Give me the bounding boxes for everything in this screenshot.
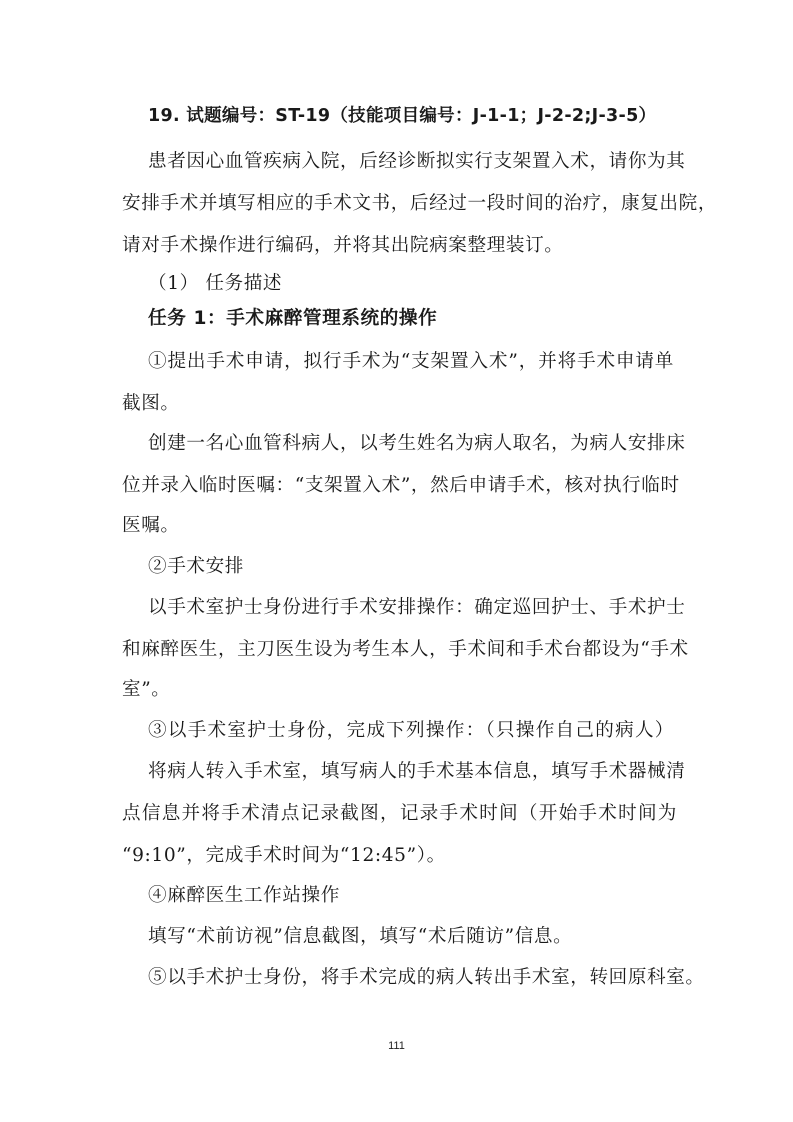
step-1-line-2: 截图。 <box>122 393 180 414</box>
step-3-heading: ③以手术室护士身份，完成下列操作：（只操作自己的病人） <box>148 720 674 741</box>
step-2-line-1: 以手术室护士身份进行手术安排操作：确定巡回护士、手术护士 <box>148 597 686 618</box>
step-5-line-1: ⑤以手术护士身份，将手术完成的病人转出手术室，转回原科室。 <box>148 967 705 988</box>
intro-line-3: 请对手术操作进行编码，并将其出院病案整理装订。 <box>122 235 564 256</box>
step-1-detail-line-2: 位并录入临时医嘱：“支架置入术”，然后申请手术，核对执行临时 <box>122 475 680 496</box>
step-3-line-2: 点信息并将手术清点记录截图，记录手术时间（开始手术时间为 <box>122 803 677 824</box>
step-1-detail-line-3: 医嘱。 <box>122 515 180 536</box>
step-2-heading: ②手术安排 <box>148 556 244 577</box>
step-2-line-3: 室”。 <box>122 679 171 700</box>
step-3-line-1: 将病人转入手术室，填写病人的手术基本信息，填写手术器械清 <box>148 761 686 782</box>
section-heading: （1） 任务描述 <box>148 273 283 294</box>
task-heading: 任务 1：手术麻醉管理系统的操作 <box>148 308 438 329</box>
step-4-line-1: 填写“术前访视”信息截图，填写“术后随访”信息。 <box>148 926 573 947</box>
intro-line-1: 患者因心血管疾病入院，后经诊断拟实行支架置入术，请你为其 <box>148 151 686 172</box>
step-1-line-1: ①提出手术申请，拟行手术为“支架置入术”，并将手术申请单 <box>148 351 674 372</box>
step-1-detail-line-1: 创建一名心血管科病人，以考生姓名为病人取名，为病人安排床 <box>148 433 686 454</box>
step-3-line-3: “9:10”，完成手术时间为“12:45”）。 <box>122 845 446 866</box>
step-2-line-2: 和麻醉医生，主刀医生设为考生本人，手术间和手术台都设为“手术 <box>122 639 689 660</box>
page-number: 111 <box>388 1040 405 1052</box>
question-title: 19. 试题编号：ST-19（技能项目编号：J-1-1；J-2-2;J-3-5） <box>148 106 657 126</box>
intro-line-2: 安排手术并填写相应的手术文书，后经过一段时间的治疗，康复出院， <box>122 193 718 214</box>
step-4-heading: ④麻醉医生工作站操作 <box>148 885 340 906</box>
